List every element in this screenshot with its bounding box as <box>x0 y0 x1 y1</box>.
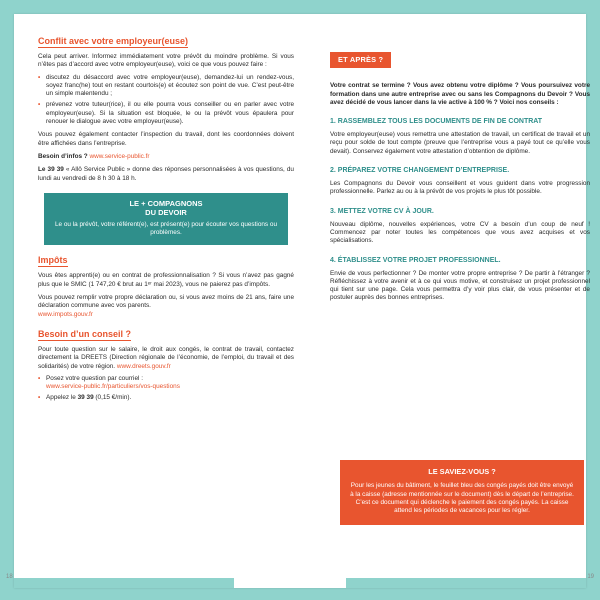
impots-link[interactable]: www.impots.gouv.fr <box>38 310 93 318</box>
step-body: Les Compagnons du Devoir vous conseillent et vous guident dans votre progression professionnelle. Parlez au ou à la prévôt de vos projets le plus tôt possible. <box>330 180 590 196</box>
list-item: • prévenez votre tuteur(rice), il ou elle pourra vous conseiller ou en parler avec votre employeur(euse). Si la situation est bloquée, le ou la prévôt vous épaulera pour renouer le dialogue avec votre employeur(euse). <box>38 101 294 126</box>
step-title: 1. RASSEMBLEZ TOUS LES DOCUMENTS DE FIN DE CONTRAT <box>330 118 543 126</box>
step-body: Votre employeur(euse) vous remettra une attestation de travail, un certificat de travail et un reçu pour solde de tout compte (preuve que l’entreprise vous a payé tout ce qu’elle vous devait). Conservez également votre attestation d’obtention de diplôme. <box>330 131 590 155</box>
paragraph: Vous êtes apprenti(e) ou en contrat de professionnalisation ? Si vous n’avez pas gagné plus que le SMIC (1 747,20 € brut au 1ᵉʳ mai 2023), vous ne paierez pas d’impôts. <box>38 272 294 288</box>
step-title: 2. PRÉPAREZ VOTRE CHANGEMENT D’ENTREPRISE. <box>330 167 510 175</box>
service-public-link[interactable]: www.service-public.fr <box>89 152 150 160</box>
bullet-list <box>38 375 294 403</box>
page-number-right: 19 <box>587 574 594 580</box>
page-number-left: 18 <box>6 574 13 580</box>
callout-body: Pour les jeunes du bâtiment, le feuillet bleu des congés payés doit être envoyé à la caisse (adresse mentionnée sur le document) dès le départ de l’entreprise. C’est ce document qui déclenche le paiement des congés payés. La caisse attend les périodes de vacances pour les régler. <box>350 482 574 515</box>
step-body: Nouveau diplôme, nouvelles expériences, votre CV a besoin d’un coup de neuf ! Commencez par noter toutes les compétences que vous avez acquises et vos spécialisations. <box>330 220 590 245</box>
list-item: • Appelez le 39 39 (0,15 €/min). <box>38 394 132 402</box>
questions-link[interactable]: www.service-public.fr/particuliers/vos-questions <box>46 383 180 391</box>
right-page <box>330 52 590 303</box>
paragraph: Vous pouvez également contacter l’inspection du travail, dont les coordonnées doivent être affichées dans l’entreprise. <box>38 131 294 147</box>
bullet-icon: • <box>38 394 41 402</box>
step-body: Envie de vous perfectionner ? De monter votre propre entreprise ? De partir à l’étranger ? Réfléchissez à votre avenir et à ce qui vous motive, et construisez un projet professionnel qui tient sur une page. Cela vous permettra d’y voir plus clair, de vous présenter et de postuler auprès des bonnes entreprises. <box>330 269 590 302</box>
plus-icon: + <box>141 198 146 208</box>
paragraph: Le 39 39 « Allô Service Public » donne des réponses personnalisées à vos questions, du lundi au vendredi de 8 h 30 à 18 h. <box>38 166 294 182</box>
step-title: 4. ÉTABLISSEZ VOTRE PROJET PROFESSIONNEL. <box>330 256 501 264</box>
bullet-icon: • <box>38 374 41 382</box>
section-title-impots: Impôts <box>38 255 68 266</box>
callout-title: LE SAVIEZ-VOUS ? <box>428 467 496 476</box>
callout-title: LE + COMPAGNONS DU DEVOIR <box>129 198 203 217</box>
list-item: • discutez du désaccord avec votre employeur(euse), demandez-lui un rendez-vous, soyez franc(he) tout en restant courtois(e) et écoutez son point de vue. C’est peut-être un simple malentendu ; <box>38 73 294 98</box>
footer-bar <box>14 578 234 588</box>
paragraph: Vous pouvez remplir votre propre déclaration ou, si vous avez moins de 21 ans, faire une déclaration commune avec vos parents. www.impots.gouv.fr <box>38 294 294 318</box>
dreets-link[interactable]: www.dreets.gouv.fr <box>116 362 171 370</box>
section-title-conseil: Besoin d’un conseil ? <box>38 328 132 339</box>
footer-bar <box>346 578 586 588</box>
info-line: Besoin d’infos ? www.service-public.fr <box>38 152 150 160</box>
booklet-spread <box>6 14 594 588</box>
compagnons-callout <box>44 193 288 246</box>
callout-body: Le ou la prévôt, votre référent(e), est présent(e) pour écouter vos questions ou problèmes. <box>54 220 278 237</box>
paragraph: Cela peut arriver. Informez immédiatement votre prévôt du moindre problème. Si vous n’êtes pas d’accord avec votre employeur(euse), voici ce que vous pouvez faire : <box>38 53 294 69</box>
bullet-icon: • <box>38 101 41 109</box>
et-apres-tag: ET APRÈS ? <box>330 52 391 68</box>
bullet-icon: • <box>38 73 41 81</box>
intro-paragraph: Votre contrat se termine ? Vous avez obtenu votre diplôme ? Vous poursuivez votre formation dans une autre entreprise avec ou sans les Compagnons du Devoir ? Vous avez décidé de vous lancer dans la vie active à 100 % ? Voici nos conseils : <box>330 82 590 106</box>
saviez-vous-callout <box>340 460 584 525</box>
step-title: 3. METTEZ VOTRE CV À JOUR. <box>330 207 434 215</box>
section-title-conflit: Conflit avec votre employeur(euse) <box>38 36 189 46</box>
left-page <box>38 36 294 403</box>
bullet-list <box>38 74 294 127</box>
list-item: • Posez votre question par courriel : www.service-public.fr/particuliers/vos-questions <box>38 374 180 391</box>
paragraph: Pour toute question sur le salaire, le droit aux congés, le contrat de travail, contactez directement la DREETS (Direction régionale de l’économie, de l’emploi, du travail et des solidarités) de votre région. www.dreets.gouv.fr <box>38 345 294 370</box>
